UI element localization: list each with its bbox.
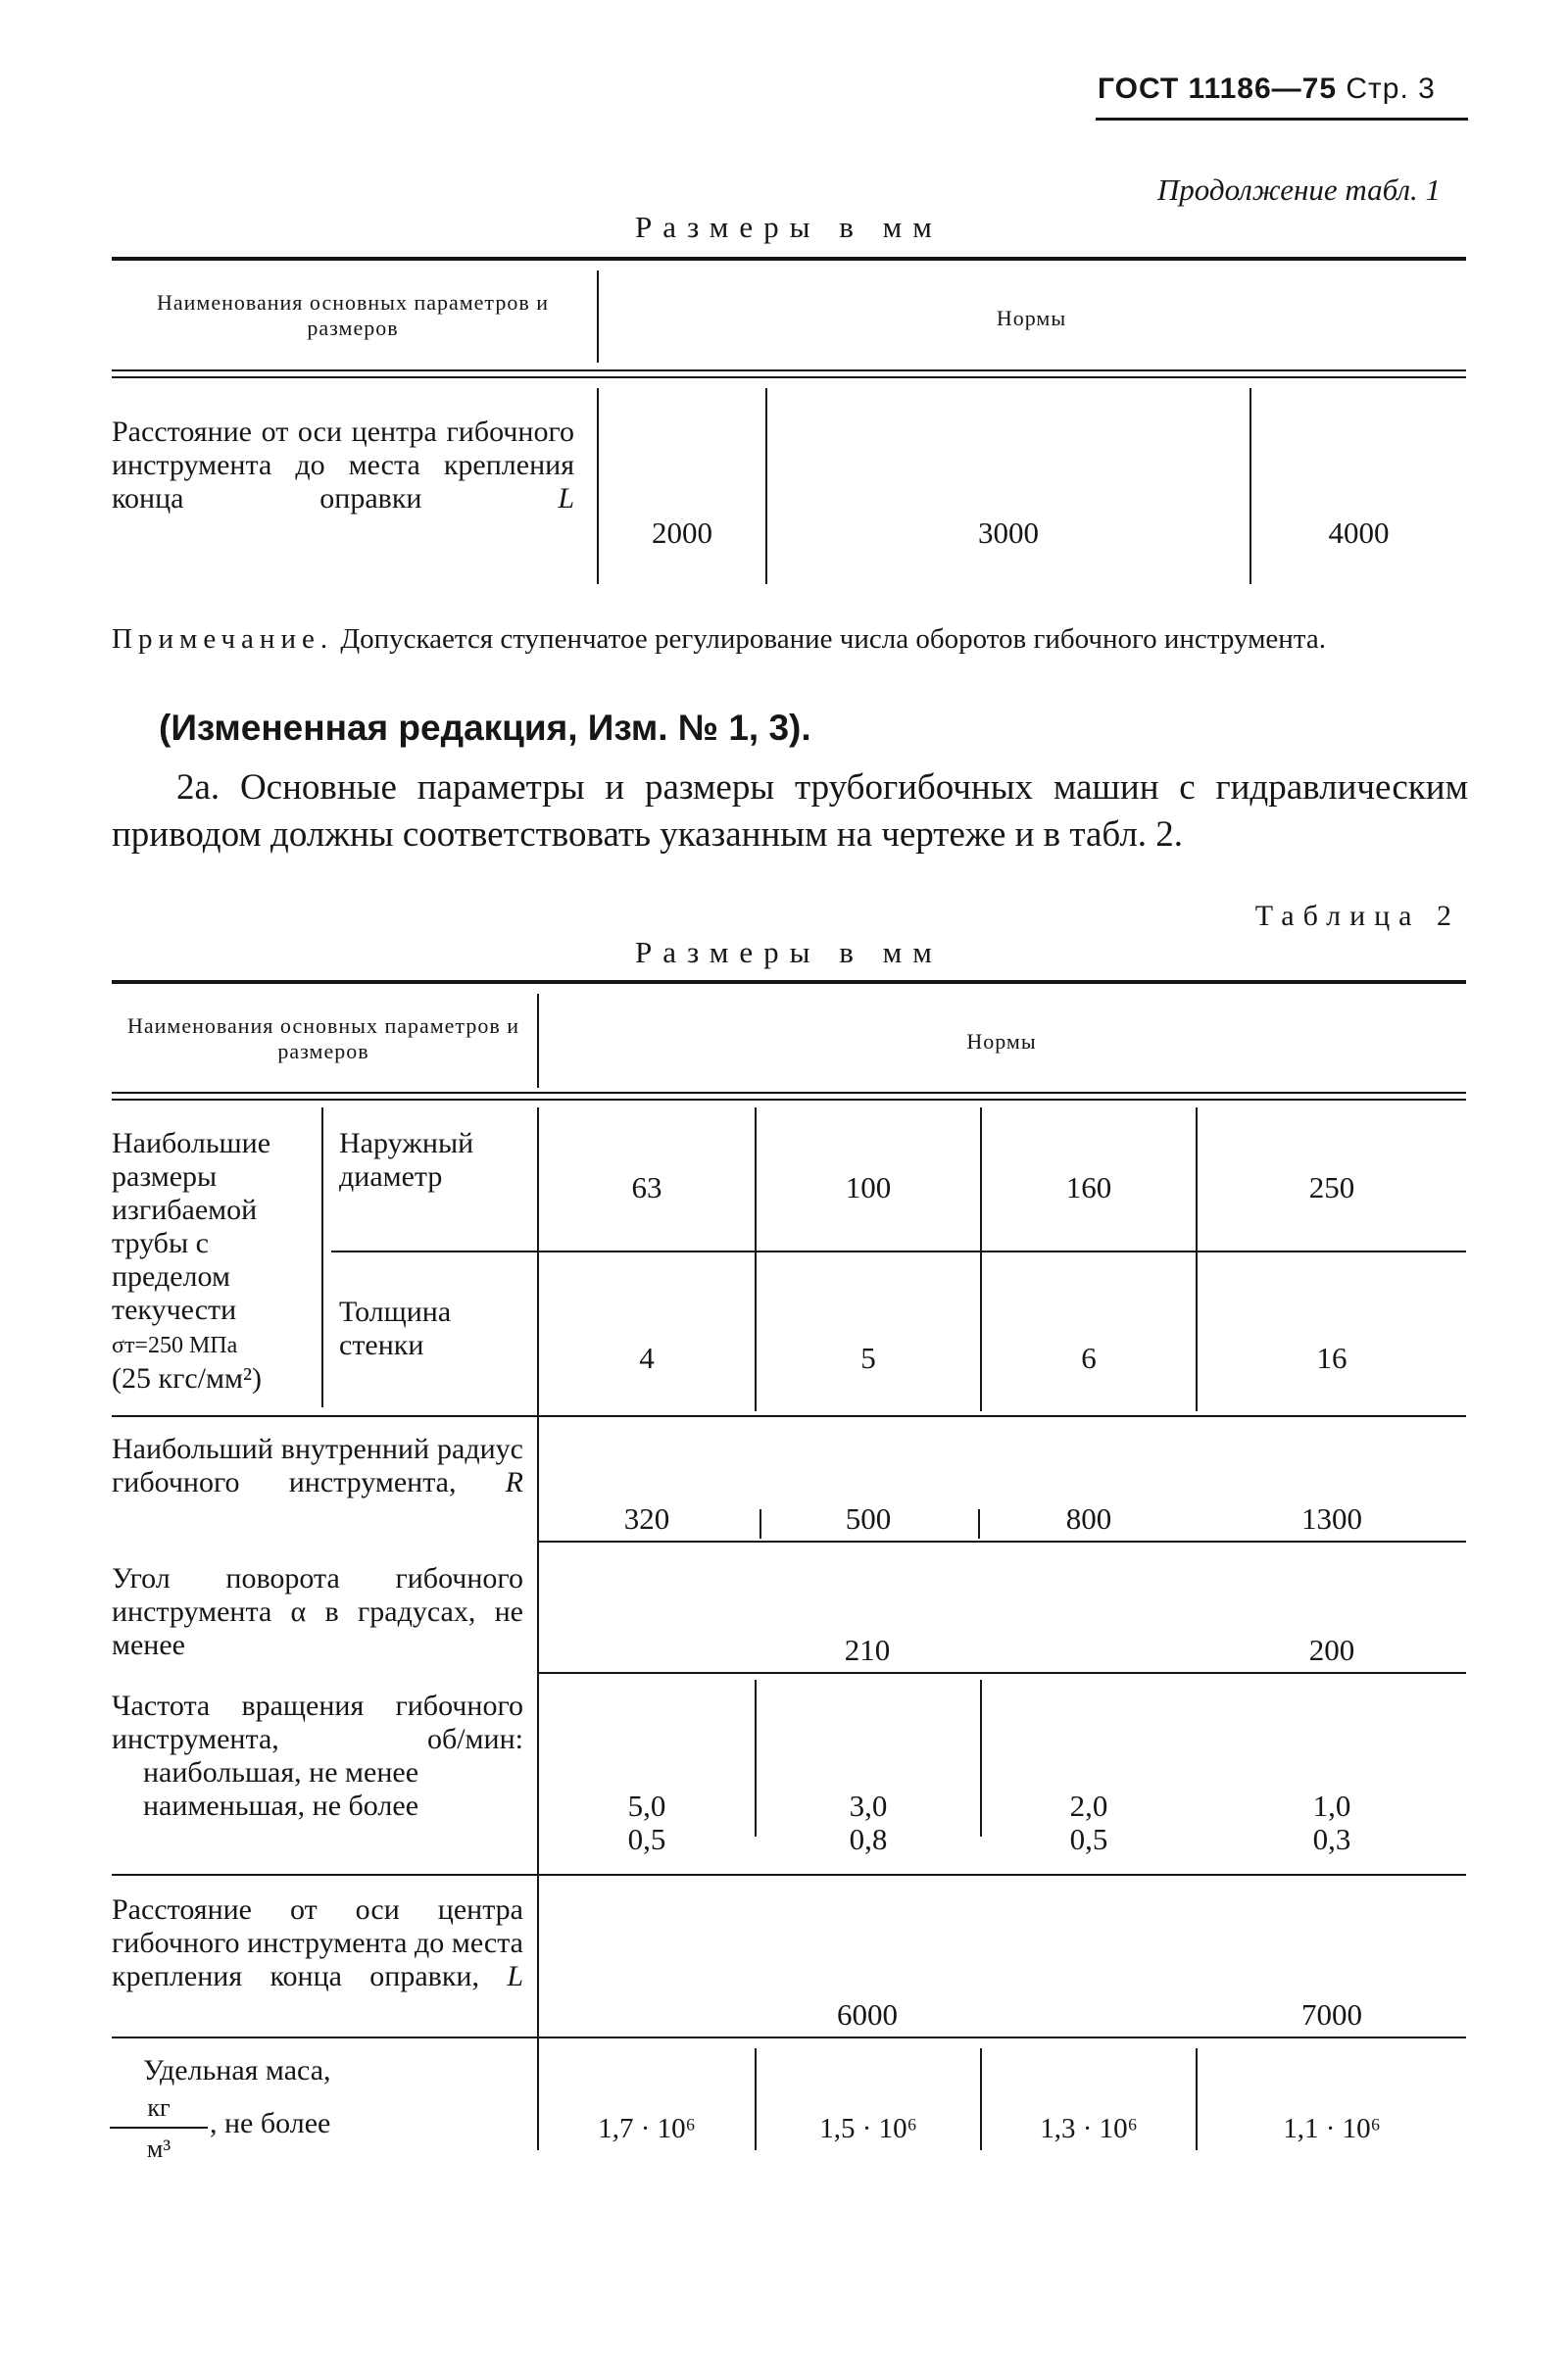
speed-min-4: 0,3 bbox=[1312, 1822, 1351, 1856]
speed-min-1: 0,5 bbox=[627, 1822, 666, 1856]
radius-symbol: R bbox=[505, 1466, 523, 1498]
pipe-group-sigma: σт=250 МПа bbox=[112, 1333, 238, 1358]
radius-4: 1300 bbox=[1301, 1501, 1362, 1536]
mass-2: 1,5 · 10⁶ bbox=[819, 2113, 917, 2144]
speed-min-2: 0,8 bbox=[849, 1822, 888, 1856]
table2-rule-1 bbox=[112, 1415, 1466, 1417]
table1-header-rule-a bbox=[112, 369, 1466, 371]
speed-label: Частота вращения гибочного инструмента, об/мин: bbox=[112, 1690, 523, 1755]
angle-1: 210 bbox=[844, 1633, 891, 1667]
radius-2: 500 bbox=[845, 1501, 892, 1536]
table1-top-rule bbox=[112, 257, 1466, 261]
speed-max-3: 2,0 bbox=[1069, 1789, 1108, 1823]
table2-top-rule bbox=[112, 980, 1466, 984]
paragraph-text: 2а. Основные параметры и размеры трубогибочных машин с гидравлическим приводом должны соответствовать указанным на чертеже и в табл. 2. bbox=[112, 767, 1468, 855]
table1-value-3: 4000 bbox=[1328, 515, 1390, 550]
table2-subrow-rule bbox=[331, 1251, 1466, 1252]
outer-diameter-3: 160 bbox=[1065, 1170, 1112, 1204]
table1-value-2: 3000 bbox=[978, 515, 1039, 550]
standard-number: ГОСТ 11186—75 bbox=[1098, 73, 1338, 105]
page-number: Стр. 3 bbox=[1346, 73, 1436, 105]
mass-1: 1,7 · 10⁶ bbox=[598, 2113, 696, 2144]
table1-col-param: Наименования основных параметров и размеров bbox=[157, 290, 549, 340]
wall-1: 4 bbox=[639, 1341, 655, 1375]
outer-diameter-2: 100 bbox=[845, 1170, 892, 1204]
table2-rule-3 bbox=[539, 1672, 1466, 1674]
speed-col-3 bbox=[982, 1790, 1196, 1856]
outer-diameter-1: 63 bbox=[631, 1170, 662, 1204]
table1-value-1: 2000 bbox=[652, 515, 712, 550]
note bbox=[112, 621, 1464, 657]
angle-2: 200 bbox=[1308, 1633, 1355, 1667]
speed-label-block bbox=[112, 1690, 537, 1823]
speed-max-1: 5,0 bbox=[627, 1789, 666, 1823]
wall-4: 16 bbox=[1316, 1341, 1348, 1375]
radius-tick-2 bbox=[978, 1509, 980, 1539]
mass-unit-den: м³ bbox=[146, 2135, 172, 2163]
table1-row-label bbox=[112, 416, 574, 515]
angle-label: Угол поворота гибочного инструмента α в градусах, не менее bbox=[112, 1562, 523, 1661]
radius-1: 320 bbox=[623, 1501, 670, 1536]
pipe-group-label bbox=[112, 1127, 318, 1396]
table2-vline-label bbox=[537, 1107, 539, 2150]
mass-unit-num: кг bbox=[147, 2093, 171, 2122]
radius-tick-1 bbox=[760, 1509, 761, 1539]
note-prefix: Примечание. bbox=[112, 623, 334, 655]
distance-1: 6000 bbox=[837, 1997, 898, 2032]
speed-min-label: наименьшая, не более bbox=[143, 1790, 419, 1822]
distance-symbol: L bbox=[507, 1960, 523, 1992]
revision-note: (Измененная редакция, Изм. № 1, 3). bbox=[159, 708, 811, 748]
speed-max-2: 3,0 bbox=[849, 1789, 888, 1823]
table1-vline-3 bbox=[1250, 388, 1251, 584]
wall-2: 5 bbox=[860, 1341, 876, 1375]
speed-col-4 bbox=[1198, 1790, 1466, 1856]
speed-min-3: 0,5 bbox=[1069, 1822, 1108, 1856]
table2-header-rule-a bbox=[112, 1092, 1466, 1094]
table1-continuation: Продолжение табл. 1 bbox=[1156, 172, 1441, 207]
table1-vline-2 bbox=[765, 388, 767, 584]
paragraph-2a bbox=[112, 764, 1468, 859]
table2-rule-2 bbox=[539, 1541, 1466, 1543]
mass-label: Удельная маса, bbox=[143, 2054, 331, 2086]
mass-4: 1,1 · 10⁶ bbox=[1283, 2113, 1381, 2144]
distance-label bbox=[112, 1893, 523, 1993]
speed-max-4: 1,0 bbox=[1312, 1789, 1351, 1823]
header-rule bbox=[1096, 118, 1468, 121]
page-header bbox=[1098, 73, 1436, 106]
radius-3: 800 bbox=[1065, 1501, 1112, 1536]
table1-col-norms: Нормы bbox=[996, 306, 1067, 330]
table1-row-symbol: L bbox=[558, 482, 574, 515]
wall-thickness-label: Толщина стенки bbox=[339, 1296, 452, 1361]
table1-vline-1 bbox=[597, 388, 599, 584]
table2-col-param: Наименования основных параметров и размеров bbox=[127, 1013, 519, 1063]
distance-2: 7000 bbox=[1301, 1997, 1362, 2032]
table2-label: Таблица 2 bbox=[1254, 900, 1460, 932]
pipe-group-kgf: (25 кгс/мм²) bbox=[112, 1362, 262, 1395]
pipe-group-text: Наибольшие размеры изгибаемой трубы с пределом текучести bbox=[112, 1127, 271, 1326]
mass-suffix: , не более bbox=[210, 2107, 331, 2139]
speed-max-label: наибольшая, не менее bbox=[143, 1756, 419, 1789]
note-text: Допускается ступенчатое регулирование числа оборотов гибочного инструмента. bbox=[340, 623, 1326, 655]
mass-fraction-bar bbox=[110, 2127, 208, 2129]
speed-col-2 bbox=[757, 1790, 980, 1856]
mass-3: 1,3 · 10⁶ bbox=[1040, 2113, 1138, 2144]
outer-diameter-4: 250 bbox=[1308, 1170, 1355, 1204]
table2-header-rule-b bbox=[112, 1099, 1466, 1101]
speed-col-1 bbox=[539, 1790, 755, 1856]
table1-units: Размеры в мм bbox=[635, 210, 943, 244]
table2-rule-5 bbox=[112, 2037, 1466, 2038]
radius-label bbox=[112, 1433, 523, 1499]
distance-text: Расстояние от оси центра гибочного инструмента до места крепления конца оправки, bbox=[112, 1893, 523, 1992]
table2-col-norms: Нормы bbox=[966, 1029, 1037, 1054]
radius-text: Наибольший внутренний радиус гибочного инструмента, bbox=[112, 1433, 523, 1498]
table1-row-text: Расстояние от оси центра гибочного инструмента до места крепления конца оправки bbox=[112, 416, 574, 515]
outer-diameter-label: Наружный диаметр bbox=[339, 1127, 474, 1193]
table2-rule-4 bbox=[112, 1874, 1466, 1876]
table2-vline-sub bbox=[321, 1107, 323, 1407]
table1-header-rule-b bbox=[112, 376, 1466, 378]
table2-units: Размеры в мм bbox=[635, 935, 943, 969]
wall-3: 6 bbox=[1081, 1341, 1097, 1375]
